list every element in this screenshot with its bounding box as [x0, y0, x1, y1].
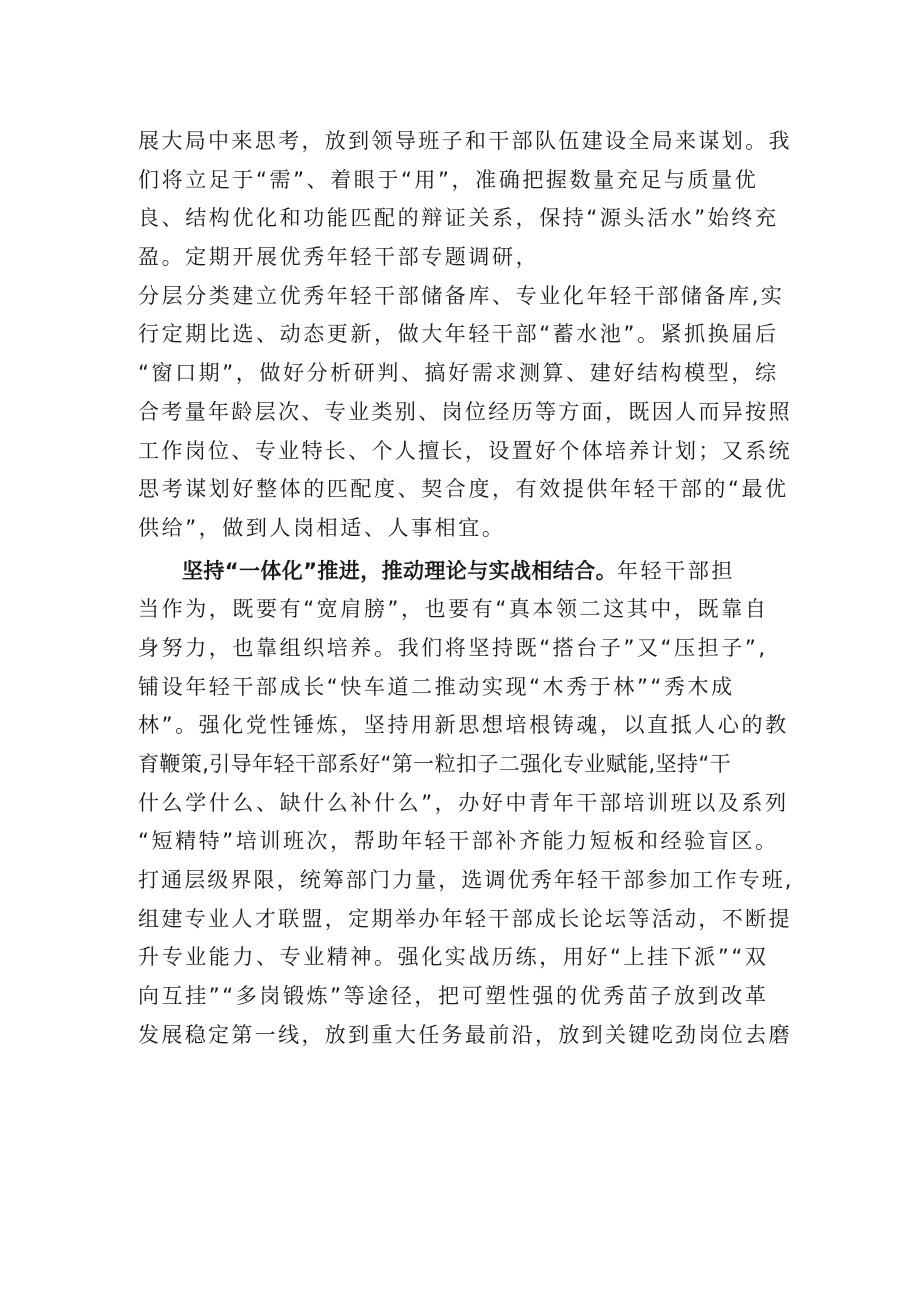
paragraph-2-first-line: [138, 552, 798, 591]
text-line: 打通层级界限，统筹部门力量，选调优秀年轻干部参加工作专班,: [138, 868, 794, 893]
text-line: 行定期比选、动态更新，做大年轻干部“蓄水池”。紧抓换届后: [138, 322, 779, 347]
text-line: 供给”，做到人岗相适、人事相宜。: [138, 515, 506, 540]
paragraph-heading: 坚持“一体化”推进，推动理论与实战相结合。: [182, 558, 618, 583]
paragraph-heading-rest: 年轻干部担: [617, 558, 736, 583]
text-line: 展大局中来思考，放到领导班子和干部队伍建设全局来谋划。我: [138, 129, 792, 153]
text-line: 发展稳定第一线，放到重大任务最前沿，放到关键吃劲岗位去磨: [138, 1022, 792, 1047]
text-line: 向互挂”“多岗锻炼”等途径，把可塑性强的优秀苗子放到改革: [138, 984, 769, 1009]
text-line: 育鞭策,引导年轻干部系好“第一粒扣子二强化专业赋能,坚持“干: [138, 752, 732, 776]
text-line: 分层分类建立优秀年轻干部储备库、专业化年轻干部储备库,实: [138, 283, 785, 308]
document-body: [138, 122, 798, 1055]
text-line: 铺设年轻干部成长“快车道二推动实现“木秀于林”“秀木成: [138, 674, 735, 699]
text-line: 思考谋划好整体的匹配度、契合度，有效提供年轻干部的“最优: [138, 477, 789, 502]
text-line: “窗口期”，做好分析研判、搞好需求测算、建好结构模型，综: [138, 361, 779, 386]
text-line: 合考量年龄层次、专业类别、岗位经历等方面，既因人而异按照: [138, 399, 792, 424]
text-line: 升专业能力、专业精神。强化实战历练，用好“上挂下派”“双: [138, 945, 769, 970]
text-line: 良、结构优化和功能匹配的辩证关系，保持“源头活水”始终充: [138, 206, 779, 231]
text-line: 们将立足于“需”、着眼于“用”，准确把握数量充足与质量优: [138, 167, 759, 192]
text-line: 工作岗位、专业特长、个人擅长，设置好个体培养计划；又系统: [138, 438, 792, 463]
text-line: 组建专业人才联盟，定期举办年轻干部成长论坛等活动，不断提: [138, 906, 792, 931]
text-line: 林”。强化党性锤炼，坚持用新思想培根铸魂，以直抵人心的教: [138, 713, 789, 738]
text-line: 什么学什么、缺什么补什么”，办好中青年干部培训班以及系列: [138, 790, 789, 815]
text-line: 身努力，也靠组织培养。我们将坚持既“搭台子”又“压担子”,: [138, 635, 768, 660]
text-line: 盈。定期开展优秀年轻干部专题调研，: [138, 245, 540, 270]
text-line: 当作为，既要有“宽肩膀”，也要有“真本领二这其中，既靠自: [138, 597, 769, 622]
text-line: “短精特”培训班次，帮助年轻干部补齐能力短板和经验盲区。: [138, 829, 779, 854]
